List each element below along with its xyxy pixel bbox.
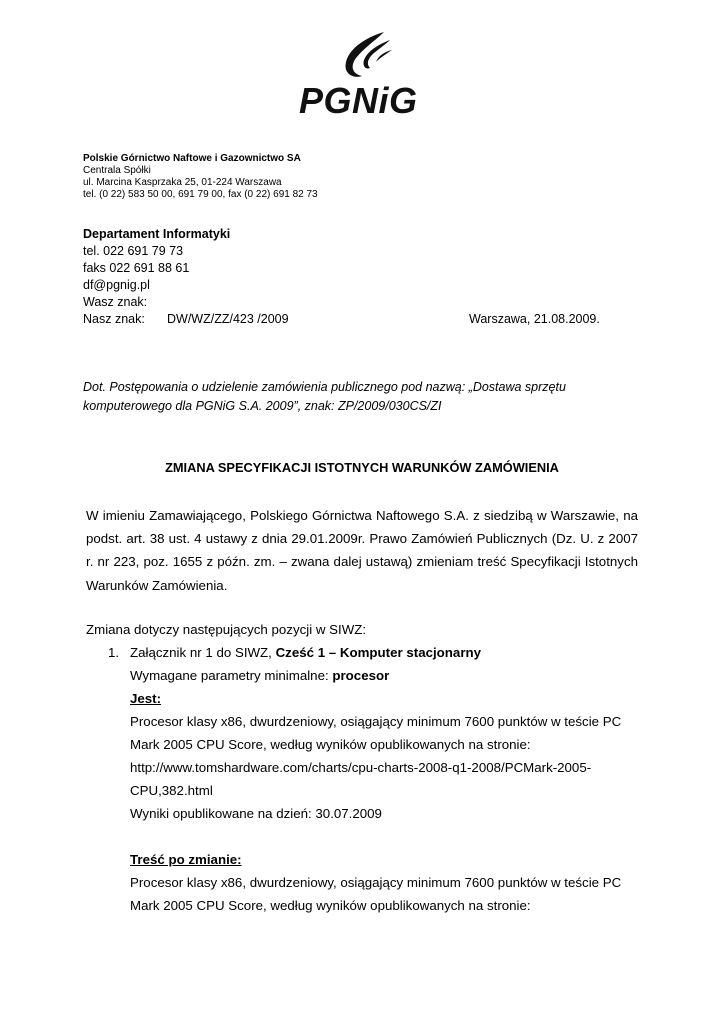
param-line <box>130 668 389 683</box>
subject-line-1: Dot. Postępowania o udzielenie zamówienia publicznego pod nazwą: „Dostawa sprzętu <box>83 380 566 394</box>
place-date: Warszawa, 21.08.2009. <box>469 312 600 326</box>
attachment-ref: Załącznik nr 1 do SIWZ, <box>130 645 276 660</box>
flame-icon <box>340 30 394 80</box>
part-name: Cześć 1 – Komputer stacjonarny <box>275 645 482 660</box>
company-phones: tel. (0 22) 583 50 00, 691 79 00, fax (0 22) 691 82 73 <box>83 189 318 200</box>
company-logo-text: PGNiG <box>299 80 418 121</box>
list-item-number: 1. <box>108 645 120 660</box>
after-line-2: Mark 2005 CPU Score, według wyników opublikowanych na stronie: <box>130 898 531 913</box>
list-item-heading <box>130 645 481 660</box>
department-fax: faks 022 691 88 61 <box>83 261 190 275</box>
after-line-1: Procesor klasy x86, dwurdzeniowy, osiągający minimum 7600 punktów w teście PC <box>130 875 622 890</box>
subject-line-2: komputerowego dla PGNiG S.A. 2009”, znak: ZP/2009/030CS/ZI <box>83 399 442 413</box>
is-line-1: Procesor klasy x86, dwurdzeniowy, osiągający minimum 7600 punktów w teście PC <box>130 714 622 729</box>
is-url-line-2: CPU,382.html <box>130 783 213 798</box>
our-ref-value: DW/WZ/ZZ/423 /2009 <box>167 312 289 326</box>
department-name: Departament Informatyki <box>83 227 231 241</box>
your-ref-label: Wasz znak: <box>83 295 148 309</box>
company-address: ul. Marcina Kasprzaka 25, 01-224 Warszawa <box>83 177 282 188</box>
company-name: Polskie Górnictwo Naftowe i Gazownictwo SA <box>83 153 301 164</box>
is-url-line-1: http://www.tomshardware.com/charts/cpu-charts-2008-q1-2008/PCMark-2005- <box>130 760 592 775</box>
department-tel: tel. 022 691 79 73 <box>83 244 184 258</box>
param-value: procesor <box>332 668 390 683</box>
document-title: ZMIANA SPECYFIKACJI ISTOTNYCH WARUNKÓW ZAMÓWIENIA <box>165 460 559 475</box>
our-ref-label: Nasz znak: <box>83 312 145 326</box>
is-line-2: Mark 2005 CPU Score, według wyników opublikowanych na stronie: <box>130 737 531 752</box>
company-unit: Centrala Spółki <box>83 165 151 176</box>
department-email: df@pgnig.pl <box>83 278 150 292</box>
intro-paragraph: W imieniu Zamawiającego, Polskiego Górnictwa Naftowego S.A. z siedzibą w Warszawie, na podst. art. 38 ust. 4 ustawy z dnia 29.01.2009r. Prawo Zamówień Publicznych (Dz. U. z 2007 r. nr 223, poz. 1655 z późn. zm. – zwana dalej ustawą) zmieniam treść Specyfikacji Istotnych Warunków Zamówienia. <box>86 508 638 593</box>
after-change-label: Treść po zmianie: <box>130 852 242 867</box>
is-label: Jest: <box>130 691 162 706</box>
param-label: Wymagane parametry minimalne: <box>130 668 333 683</box>
changes-intro: Zmiana dotyczy następujących pozycji w SIWZ: <box>86 622 367 637</box>
is-results-date: Wyniki opublikowane na dzień: 30.07.2009 <box>130 806 382 821</box>
